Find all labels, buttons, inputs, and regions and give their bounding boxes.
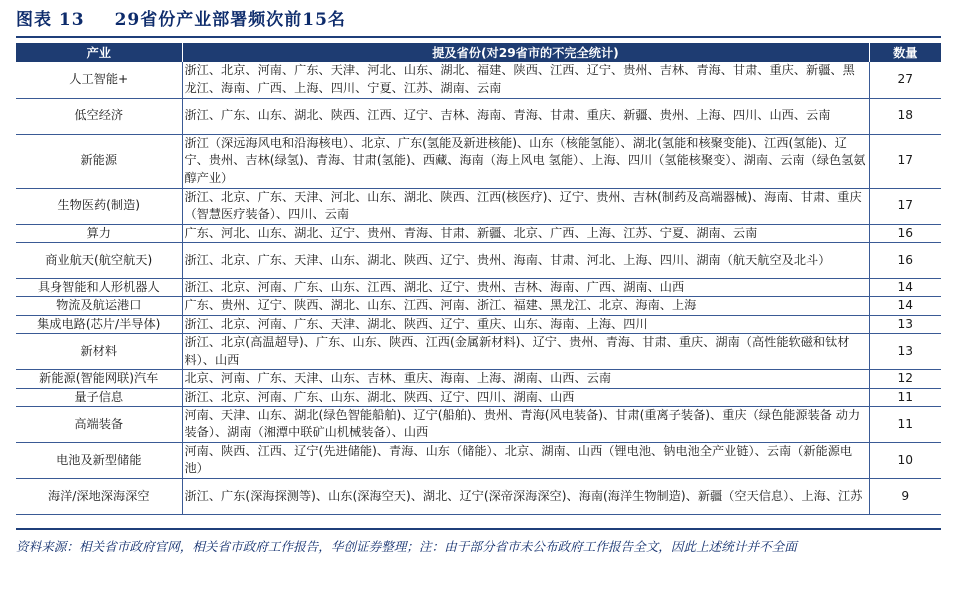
table-row — [16, 98, 941, 134]
figure-number: 图表 13 — [16, 10, 85, 30]
industry-cell: 低空经济 — [16, 98, 182, 134]
bottom-rule — [16, 528, 941, 530]
provinces-cell: 河南、陕西、江西、辽宁(先进储能)、青海、山东（储能）、北京、湖南、山西（锂电池、钠电池全产业链）、云南（新能源电池） — [182, 442, 869, 478]
provinces-cell: 浙江、北京(高温超导)、广东、山东、陕西、江西(金属新材料)、辽宁、贵州、青海、甘肃、重庆、湖南（高性能软磁和钛材料）、山西 — [182, 334, 869, 370]
provinces-cell: 北京、河南、广东、天津、山东、吉林、重庆、海南、上海、湖南、山西、云南 — [182, 370, 869, 388]
table-row — [16, 478, 941, 514]
figure-title-text: 29省份产业部署频次前15名 — [114, 10, 346, 30]
table-row — [16, 442, 941, 478]
count-cell: 14 — [869, 297, 941, 315]
provinces-cell: 浙江、北京、河南、广东、天津、湖北、陕西、辽宁、重庆、山东、海南、上海、四川 — [182, 315, 869, 333]
industry-cell: 海洋/深地深海深空 — [16, 478, 182, 514]
industry-cell: 物流及航运港口 — [16, 297, 182, 315]
provinces-cell: 浙江、北京、广东、天津、山东、湖北、陕西、辽宁、贵州、海南、甘肃、河北、上海、四川、湖南（航天航空及北斗） — [182, 242, 869, 278]
count-cell: 17 — [869, 134, 941, 188]
industry-cell: 新能源(智能网联)汽车 — [16, 370, 182, 388]
table-row — [16, 62, 941, 98]
count-cell: 11 — [869, 388, 941, 406]
provinces-cell: 浙江、北京、河南、广东、山东、湖北、陕西、辽宁、四川、湖南、山西 — [182, 388, 869, 406]
industry-cell: 人工智能+ — [16, 62, 182, 98]
industry-cell: 算力 — [16, 224, 182, 242]
figure-title — [16, 6, 346, 34]
count-cell: 16 — [869, 242, 941, 278]
table-row — [16, 134, 941, 188]
table-row — [16, 242, 941, 278]
industry-cell: 新材料 — [16, 334, 182, 370]
provinces-cell: 浙江、广东(深海探测等)、山东(深海空天)、湖北、辽宁(深帝深海深空)、海南(海洋生物制造)、新疆（空天信息）、上海、江苏 — [182, 478, 869, 514]
count-cell: 9 — [869, 478, 941, 514]
provinces-cell: 河南、天津、山东、湖北(绿色智能船舶)、辽宁(船舶)、贵州、青海(风电装备)、甘肃(重离子装备)、重庆（绿色能源装备 动力装备）、湖南（湘潭中联矿山机械装备）、山西 — [182, 406, 869, 442]
table-row — [16, 370, 941, 388]
count-cell: 27 — [869, 62, 941, 98]
header-count: 数量 — [869, 43, 941, 62]
industry-cell: 新能源 — [16, 134, 182, 188]
provinces-cell: 浙江、北京、广东、天津、河北、山东、湖北、陕西、江西(核医疗)、辽宁、贵州、吉林(制药及高端器械)、海南、甘肃、重庆（智慧医疗装备）、四川、云南 — [182, 188, 869, 224]
count-cell: 11 — [869, 406, 941, 442]
table-row — [16, 406, 941, 442]
table-row — [16, 188, 941, 224]
count-cell: 18 — [869, 98, 941, 134]
count-cell: 17 — [869, 188, 941, 224]
provinces-cell: 浙江、北京、河南、广东、山东、江西、湖北、辽宁、贵州、吉林、海南、广西、湖南、山西 — [182, 278, 869, 296]
provinces-cell: 浙江、广东、山东、湖北、陕西、江西、辽宁、吉林、海南、青海、甘肃、重庆、新疆、贵州、上海、四川、山西、云南 — [182, 98, 869, 134]
table-header-row — [16, 43, 941, 62]
industry-cell: 生物医药(制造) — [16, 188, 182, 224]
provinces-cell: 广东、贵州、辽宁、陕西、湖北、山东、江西、河南、浙江、福建、黑龙江、北京、海南、上海 — [182, 297, 869, 315]
table-row — [16, 278, 941, 296]
industry-cell: 集成电路(芯片/半导体) — [16, 315, 182, 333]
industry-cell: 具身智能和人形机器人 — [16, 278, 182, 296]
top-rule — [16, 36, 941, 38]
header-industry: 产业 — [16, 43, 182, 62]
source-note: 资料来源：相关省市政府官网，相关省市政府工作报告，华创证券整理；注：由于部分省市未公布政府工作报告全文，因此上述统计并不全面 — [16, 539, 797, 554]
provinces-cell: 广东、河北、山东、湖北、辽宁、贵州、青海、甘肃、新疆、北京、广西、上海、江苏、宁夏、湖南、云南 — [182, 224, 869, 242]
table-row — [16, 224, 941, 242]
provinces-cell: 浙江、北京、河南、广东、天津、河北、山东、湖北、福建、陕西、江西、辽宁、贵州、吉林、青海、甘肃、重庆、新疆、黑龙江、海南、广西、上海、四川、宁夏、江苏、湖南、云南 — [182, 62, 869, 98]
industry-cell: 高端装备 — [16, 406, 182, 442]
table-row — [16, 334, 941, 370]
industry-cell: 电池及新型储能 — [16, 442, 182, 478]
count-cell: 12 — [869, 370, 941, 388]
count-cell: 10 — [869, 442, 941, 478]
provinces-cell: 浙江（深远海风电和沿海核电）、北京、广东(氢能及新进核能)、山东（核能氢能）、湖北(氢能和核聚变能)、江西(氢能)、辽宁、贵州、吉林(绿氢)、青海、甘肃(氢能)、西藏、海南（海上风电 氢能）、上海、四川（氢能核聚变）、湖南、云南（绿色氢氨醇产业） — [182, 134, 869, 188]
industry-cell: 量子信息 — [16, 388, 182, 406]
count-cell: 13 — [869, 334, 941, 370]
table-row — [16, 297, 941, 315]
table-row — [16, 315, 941, 333]
count-cell: 13 — [869, 315, 941, 333]
table-row — [16, 388, 941, 406]
header-provinces: 提及省份(对29省市的不完全统计) — [182, 43, 869, 62]
industry-table — [16, 43, 941, 515]
count-cell: 14 — [869, 278, 941, 296]
industry-cell: 商业航天(航空航天) — [16, 242, 182, 278]
count-cell: 16 — [869, 224, 941, 242]
